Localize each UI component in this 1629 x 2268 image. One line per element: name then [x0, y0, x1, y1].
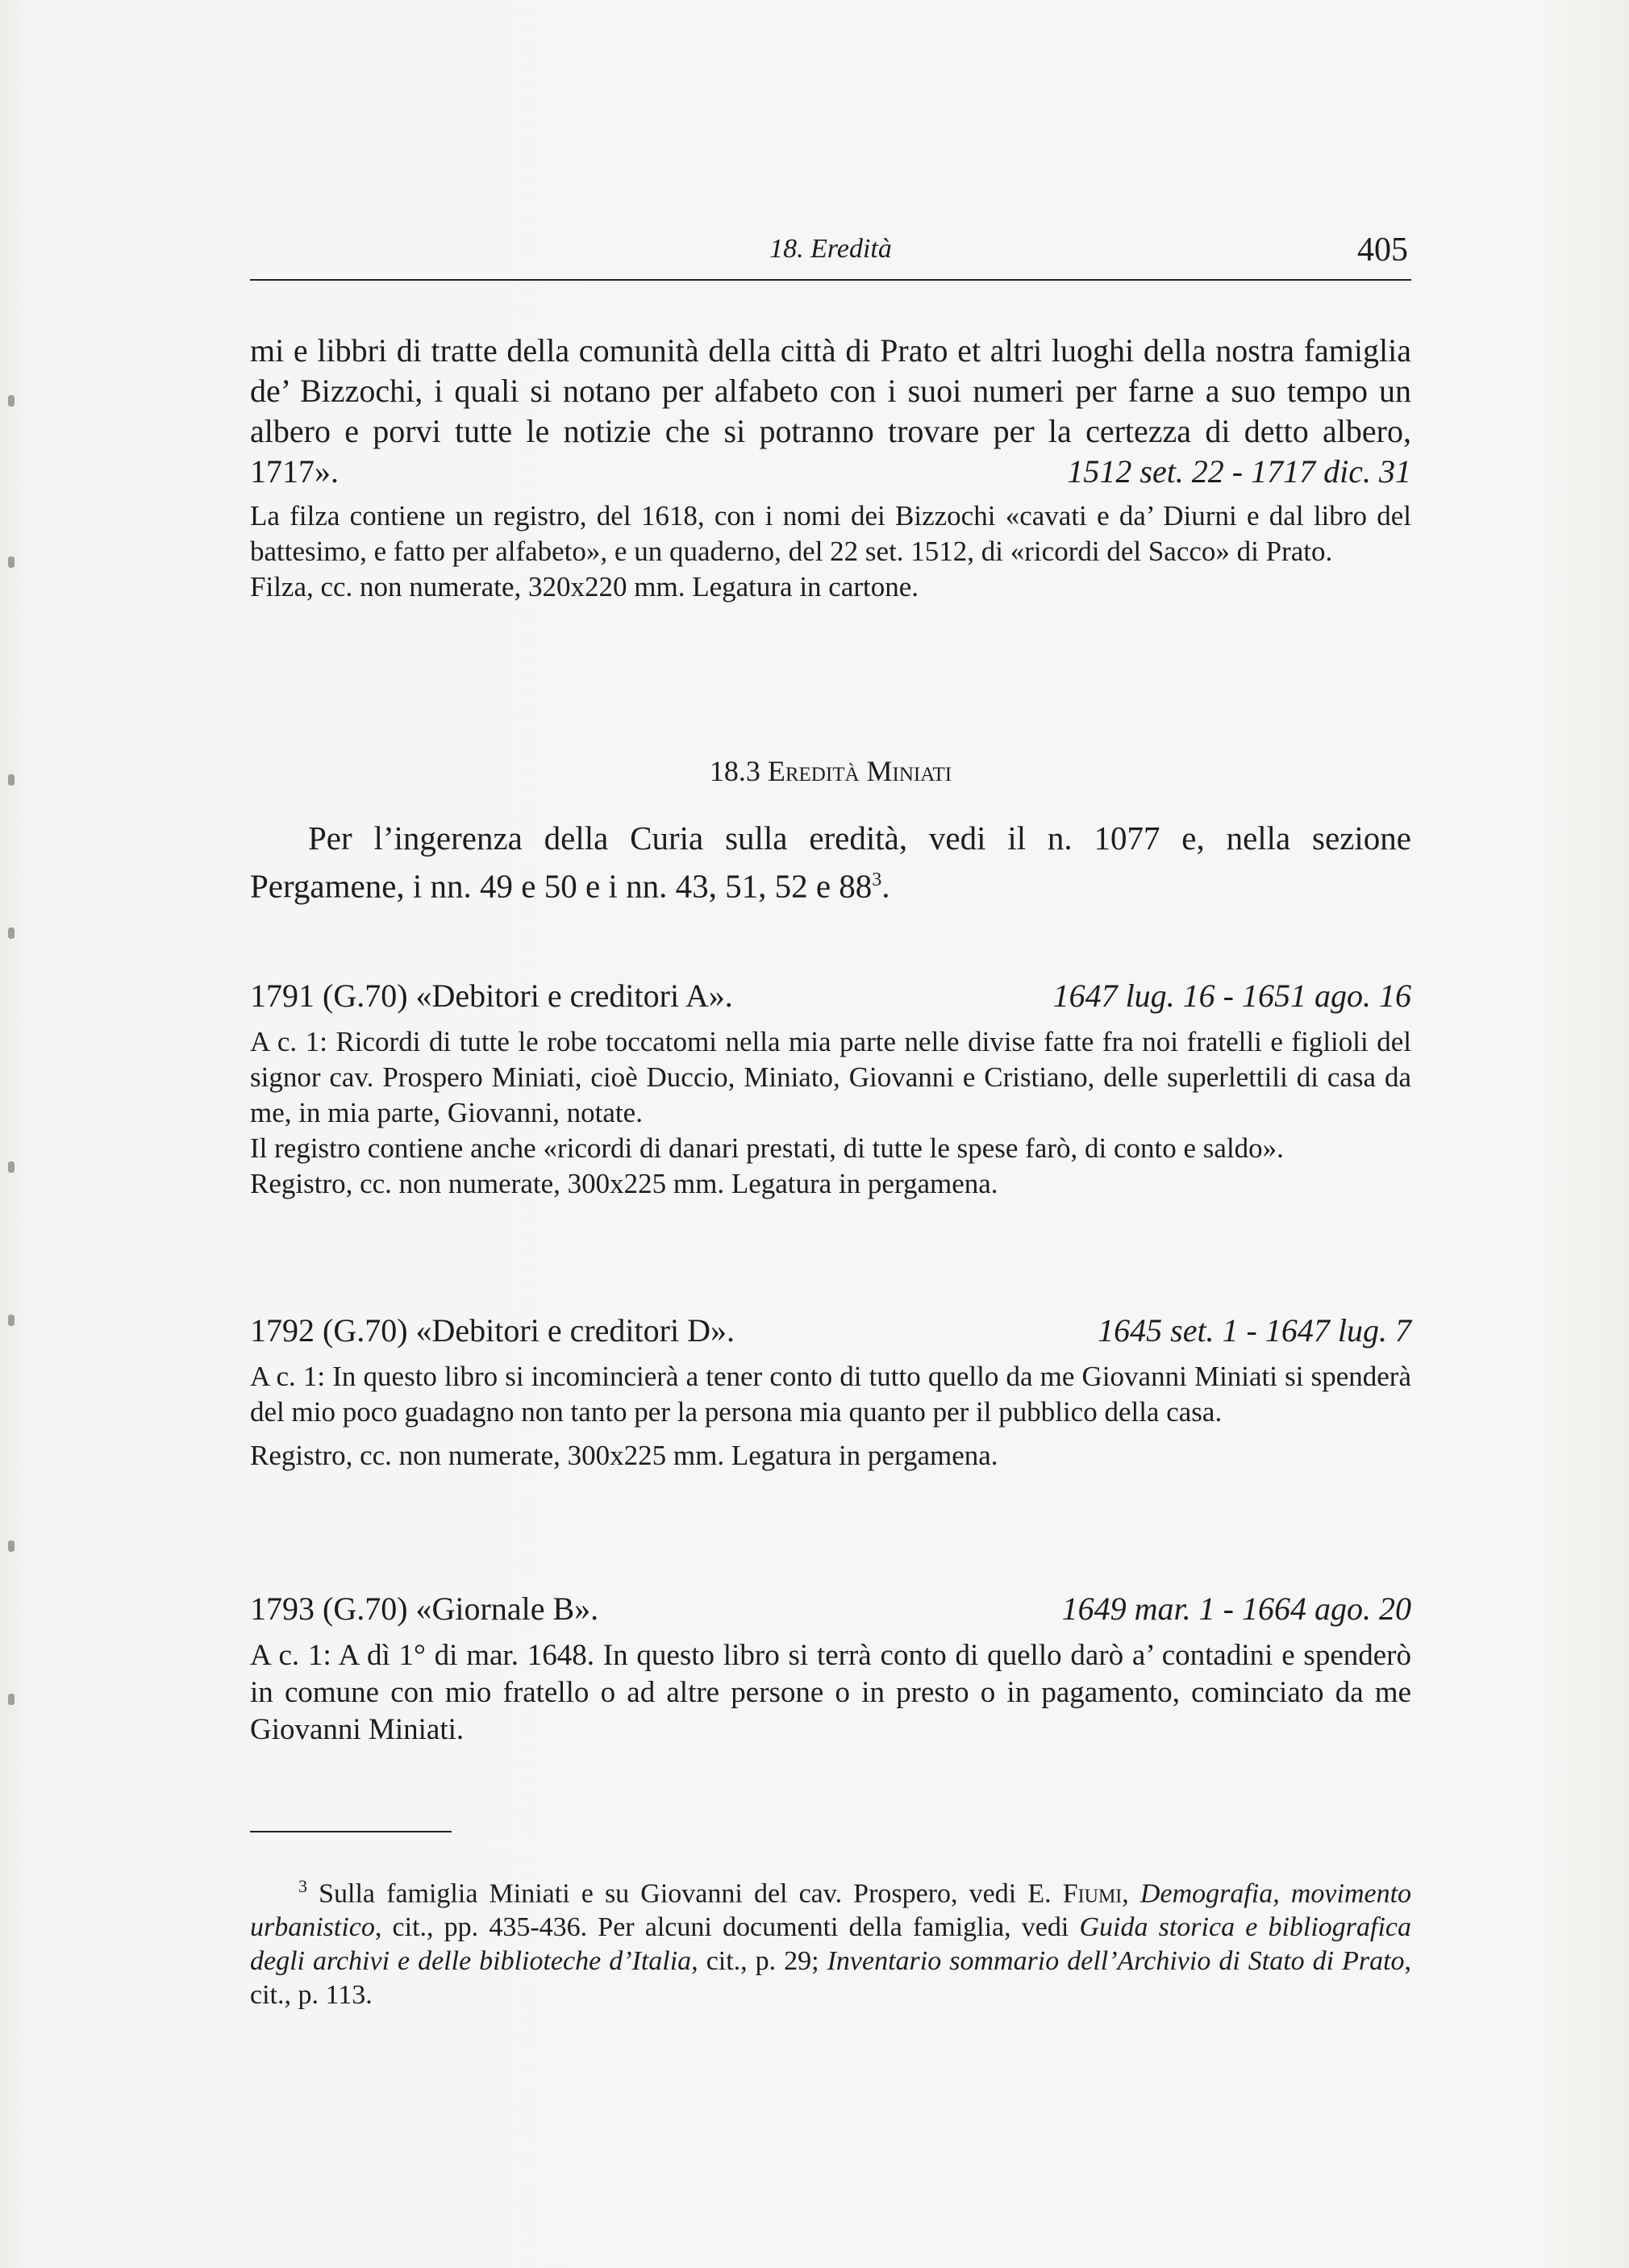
entry-title: 1792 (G.70) «Debitori e creditori D». [250, 1312, 735, 1349]
continuation-entry [250, 331, 1411, 605]
binding-mark [8, 1694, 15, 1705]
entry-physical: Registro, cc. non numerate, 300x225 mm. Legatura in pergamena. [250, 1440, 998, 1471]
footnote-ref: 3 [872, 869, 882, 890]
entry-physical: Filza, cc. non numerate, 320x220 mm. Legatura in cartone. [250, 571, 919, 602]
entry-1793 [250, 1589, 1411, 1749]
footnote-author: Fiumi [1062, 1878, 1123, 1909]
entry-dates: 1649 mar. 1 - 1664 ago. 20 [1061, 1591, 1411, 1627]
footnote: $^3$ Sulla famiglia Miniati e su Giovanni del cav. Prospero, vedi E. Fiumi, Demografia, movimento urbanistico, cit., pp. 435-436. Per alcuni documenti della famiglia, vedi Guida storica e bibliografica degli archivi e delle biblioteche d’Italia, cit., p. 29; Inventario sommario dell’Archivio di Stato di Prato, cit., p. 113. [250, 1876, 1412, 2011]
entry-description: La filza contiene un registro, del 1618, con i nomi dei Bizzochi «cavati e da’ Diurni e dal libro del battesimo, e fatto per alfabeto», e un quaderno, del 22 set. 1512, di «ricordi del Sacco» di Prato. [250, 500, 1411, 567]
section-heading [250, 754, 1411, 788]
binding-mark [8, 1540, 15, 1552]
page-number: 405 [1357, 231, 1408, 269]
section-title: Eredità Miniati [767, 755, 952, 787]
intro-end: . [881, 867, 890, 905]
entry-physical: Registro, cc. non numerate, 300x225 mm. Legatura in pergamena. [250, 1168, 998, 1199]
binding-mark [8, 557, 15, 568]
continuation-text: mi e libbri di tratte della comunità della città di Prato et altri luoghi della nostra famiglia de’ Bizzochi, i quali si notano per alfabeto con i suoi numeri per farne a suo tempo un albero e porvi tutte le notizie che si potranno trovare per la certezza di detto albero, 1717». 1512 set. 22 - 1717 dic. 31 [250, 331, 1411, 492]
binding-mark [8, 1161, 15, 1173]
entry-dates: 1645 set. 1 - 1647 lug. 7 [1098, 1312, 1411, 1349]
entry-paragraph: A c. 1: A dì 1° di mar. 1648. In questo libro si terrà conto di quello darò a’ contadini e spenderò in comune con mio fratello o ad altre persone o in presto o in pagamento, cominciato da me Giovanni Miniati. [250, 1639, 1411, 1746]
binding-mark [8, 1315, 15, 1326]
entry-1791 [250, 976, 1411, 1202]
running-title: 18. Eredità [769, 234, 892, 264]
section-number: 18.3 [709, 755, 760, 787]
entry-paragraph: Il registro contiene anche «ricordi di danari prestati, di tutte le spese farò, di conto e saldo». [250, 1132, 1284, 1164]
entry-paragraph: A c. 1: In questo libro si incomincierà a tener conto di tutto quello da me Giovanni Miniati si spenderà del mio poco guadagno non tanto per la persona mia quanto per il pubblico della casa. [250, 1361, 1411, 1428]
entry-paragraph: A c. 1: Ricordi di tutte le robe toccatomi nella mia parte nelle divise fatte fra noi fratelli e figlioli del signor cav. Prospero Miniati, cioè Duccio, Miniato, Giovanni e Cristiano, delle superlettili di casa da me, in mia parte, Giovanni, notate. [250, 1026, 1411, 1128]
intro-text: Per l’ingerenza della Curia sulla eredità, vedi il n. 1077 e, nella sezione Pergamene, i nn. 49 e 50 e i nn. 43, 51, 52 e 88 [250, 819, 1411, 905]
entry-title: 1793 (G.70) «Giornale B». [250, 1591, 599, 1627]
entry-dates: 1512 set. 22 - 1717 dic. 31 [1067, 453, 1411, 490]
section-intro [250, 817, 1411, 907]
binding-mark [8, 395, 15, 406]
running-header [250, 231, 1411, 281]
entry-dates: 1647 lug. 16 - 1651 ago. 16 [1052, 978, 1411, 1014]
entry-title: 1791 (G.70) «Debitori e creditori A». [250, 978, 733, 1014]
entry-1792 [250, 1311, 1411, 1474]
binding-mark [8, 774, 15, 786]
binding-mark [8, 928, 15, 939]
footnote-mark: 3 [298, 1876, 307, 1896]
footnote-rule [250, 1831, 452, 1832]
